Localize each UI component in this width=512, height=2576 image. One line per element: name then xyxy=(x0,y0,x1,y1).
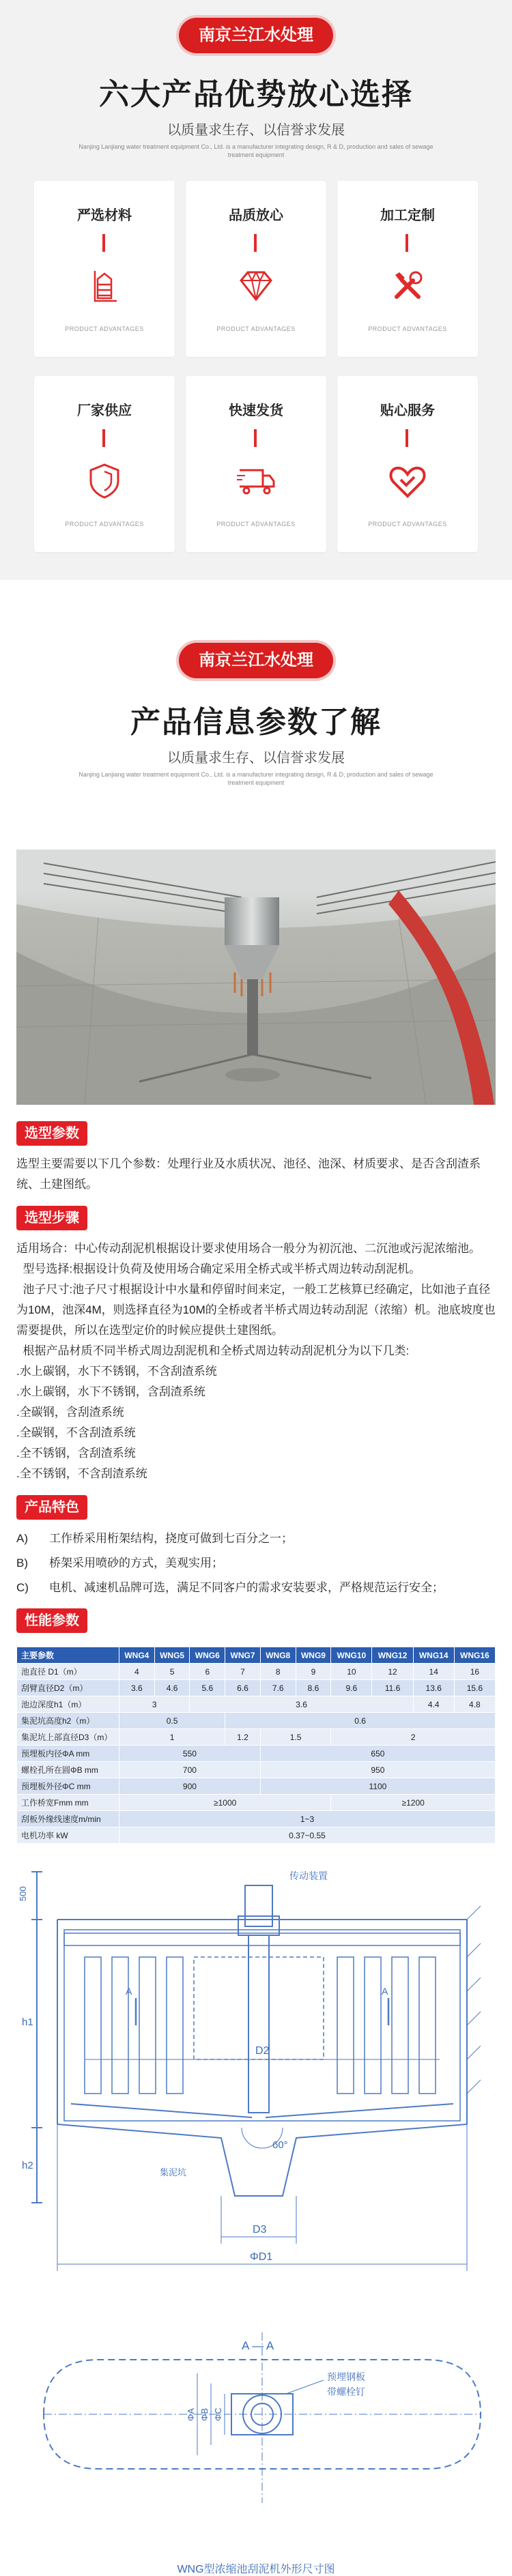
table-cell: 8 xyxy=(260,1664,296,1680)
table-cell: 7.6 xyxy=(260,1680,296,1696)
table-row xyxy=(17,1762,496,1778)
list-item: .全不锈钢，含刮渣系统 xyxy=(16,1447,136,1460)
advantage-card xyxy=(337,181,478,357)
row-label: 预埋板外径ΦC mm xyxy=(17,1778,119,1795)
row-label: 刮臂直径D2（m） xyxy=(17,1680,119,1696)
advantage-card xyxy=(34,376,175,552)
material-list xyxy=(16,1361,496,1484)
table-cell: 11.6 xyxy=(372,1680,413,1696)
heart-icon xyxy=(387,461,428,502)
card-title: 贴心服务 xyxy=(380,403,435,418)
diagram-label-h2: h2 xyxy=(22,2160,33,2171)
advantage-card xyxy=(34,181,175,357)
diagram-label-angle: 60° xyxy=(272,2139,288,2151)
feature-key: A) xyxy=(16,1532,28,1545)
feature-item xyxy=(16,1526,496,1551)
steps-pool-size: 池子尺寸:池子尺寸根据设计中水量和停留时间来定，一般工艺核算已经确定，比如池子直径为10M，池深4M，则选择直径为10M的全桥或者半桥式周边转动刮泥（浓缩）机。池底坡度也需要提供，所以在选型定价的时候应提供土建图纸。 xyxy=(16,1283,496,1337)
feature-text: 电机、减速机品牌可选，满足不同客户的需求安装要求，严格规范运行安全； xyxy=(49,1581,444,1594)
delivery-cart-icon xyxy=(236,461,276,502)
table-cell: 0.5 xyxy=(119,1713,225,1729)
table-header-cell: WNG4 xyxy=(119,1647,155,1664)
list-item: .水上碳钢，水下不锈钢，含刮渣系统 xyxy=(16,1385,205,1398)
card-title: 严选材料 xyxy=(77,208,132,223)
advantage-card xyxy=(186,181,326,357)
selection-steps-tag: 选型步骤 xyxy=(16,1206,87,1230)
table-cell: 1.2 xyxy=(225,1729,261,1746)
diagram-label-a-left: A xyxy=(126,1986,132,1997)
row-label: 集泥坑上部直径D3（m） xyxy=(17,1729,119,1746)
table-header-cell: WNG9 xyxy=(296,1647,331,1664)
diagram-label-500: 500 xyxy=(18,1886,28,1901)
table-cell: 16 xyxy=(454,1664,495,1680)
diagram-label-phiB: ΦB xyxy=(199,2407,210,2421)
card-footer: PRODUCT ADVANTAGES xyxy=(216,521,296,527)
table-cell: 900 xyxy=(119,1778,261,1795)
row-label: 螺栓孔所在圆ΦB mm xyxy=(17,1762,119,1778)
feature-key: B) xyxy=(16,1557,28,1569)
diagram-caption: WNG型浓缩池刮泥机外形尺寸图 xyxy=(177,2564,335,2575)
diagram-label-bolt: 带螺栓钉 xyxy=(327,2386,365,2397)
card-title: 加工定制 xyxy=(380,208,435,223)
table-cell: 650 xyxy=(260,1746,495,1762)
table-cell: 6 xyxy=(190,1664,225,1680)
brand-pill: 南京兰江水处理 xyxy=(179,643,333,678)
row-label: 集泥坑高度h2（m） xyxy=(17,1713,119,1729)
table-cell: 1~3 xyxy=(119,1811,496,1827)
table-cell: 10 xyxy=(331,1664,372,1680)
table-header-row xyxy=(17,1647,496,1664)
list-item: .全碳钢，含刮渣系统 xyxy=(16,1406,124,1419)
card-footer: PRODUCT ADVANTAGES xyxy=(368,325,447,332)
table-cell: 6.6 xyxy=(225,1680,261,1696)
table-header-cell: WNG10 xyxy=(331,1647,372,1664)
table-cell: 4.6 xyxy=(154,1680,190,1696)
table-row xyxy=(17,1827,496,1844)
advantages-title: 六大产品优势放心选择 xyxy=(99,78,413,111)
features-list xyxy=(16,1526,496,1600)
diagram-label-phiC: ΦC xyxy=(213,2407,223,2421)
card-footer: PRODUCT ADVANTAGES xyxy=(65,521,144,527)
table-header-cell: WNG5 xyxy=(154,1647,190,1664)
diagram-label-plate: 预埋钢板 xyxy=(327,2371,365,2382)
table-cell: 9 xyxy=(296,1664,331,1680)
table-cell: 0.6 xyxy=(225,1713,496,1729)
diagram-label-a-right: A xyxy=(382,1986,388,1997)
row-label: 工作桥宽Fmm mm xyxy=(17,1795,119,1811)
feature-key: C) xyxy=(16,1581,29,1594)
table-cell: ≥1200 xyxy=(331,1795,496,1811)
tools-icon xyxy=(387,265,428,306)
row-label: 电机功率 kW xyxy=(17,1827,119,1844)
table-cell: 15.6 xyxy=(454,1680,495,1696)
list-item: .水上碳钢，水下不锈钢，不含刮渣系统 xyxy=(16,1365,217,1378)
table-cell: 4 xyxy=(119,1664,155,1680)
diagram-label-h1: h1 xyxy=(22,2016,33,2028)
feature-text: 工作桥采用桁架结构，挠度可做到七百分之一； xyxy=(49,1532,293,1545)
table-cell: 3.6 xyxy=(119,1680,155,1696)
card-accent-bar xyxy=(254,429,257,447)
shield-icon xyxy=(84,461,125,502)
feature-item xyxy=(16,1576,496,1600)
card-accent-bar xyxy=(406,429,408,447)
steps-model: 型号选择:根据设计负荷及使用场合确定采用全桥式或半桥式周边转动刮泥机。 xyxy=(16,1262,421,1275)
table-header-cell: WNG12 xyxy=(372,1647,413,1664)
table-cell: 1.5 xyxy=(260,1729,330,1746)
performance-tag: 性能参数 xyxy=(16,1608,87,1633)
list-item: .全碳钢，不含刮渣系统 xyxy=(16,1426,136,1439)
table-header-cell: WNG7 xyxy=(225,1647,261,1664)
diagram-label-d2: D2 xyxy=(255,2045,270,2057)
performance-table xyxy=(16,1647,496,1844)
table-row xyxy=(17,1746,496,1762)
table-cell: 5 xyxy=(154,1664,190,1680)
advantages-subtitle: 以质量求生存、以信誉求发展 xyxy=(167,123,345,138)
row-label: 池直径 D1（m） xyxy=(17,1664,119,1680)
table-row xyxy=(17,1795,496,1811)
advantages-section xyxy=(0,0,512,580)
table-cell: 7 xyxy=(225,1664,261,1680)
selection-params-text: 选型主要需要以下几个参数：处理行业及水质状况、池径、池深、材质要求、是否含刮渣系统、土建图纸。 xyxy=(16,1157,481,1191)
clarifier-photo-illustration xyxy=(16,850,496,1105)
table-cell: 0.37~0.55 xyxy=(119,1827,496,1844)
table-cell: 3.6 xyxy=(190,1696,413,1713)
table-cell: 4.8 xyxy=(454,1696,495,1713)
advantages-en-note: Nanjing Lanjiang water treatment equipment Co., Ltd. is a manufacturer integrating design, R & D, production and sales of sewage treatment equipment xyxy=(79,143,433,158)
table-row xyxy=(17,1696,496,1713)
steps-material-intro: 根据产品材质不同半桥式周边刮泥机和全桥式周边转动刮泥机分为以下几类: xyxy=(16,1344,410,1357)
dimension-diagram xyxy=(16,1855,496,2576)
table-cell: 4.4 xyxy=(413,1696,454,1713)
features-tag: 产品特色 xyxy=(16,1495,87,1520)
table-cell: 1 xyxy=(119,1729,225,1746)
feature-text: 桥架采用喷砂的方式，美观实用； xyxy=(49,1557,223,1569)
card-footer: PRODUCT ADVANTAGES xyxy=(65,325,144,332)
card-title: 品质放心 xyxy=(229,208,283,223)
clarifier-dimension-drawing xyxy=(16,1855,496,2554)
product-info-subtitle: 以质量求生存、以信誉求发展 xyxy=(167,751,345,766)
table-header-cell: WNG8 xyxy=(260,1647,296,1664)
product-photo xyxy=(16,850,496,1105)
table-row xyxy=(17,1729,496,1746)
product-info-en-note: Nanjing Lanjiang water treatment equipment Co., Ltd. is a manufacturer integrating design, R & D, production and sales of sewage treatment equipment xyxy=(79,771,433,786)
table-row xyxy=(17,1664,496,1680)
card-title: 厂家供应 xyxy=(77,403,132,418)
table-cell: 8.6 xyxy=(296,1680,331,1696)
diagram-label-d3: D3 xyxy=(253,2224,267,2235)
table-cell: 14 xyxy=(413,1664,454,1680)
row-label: 刮板外缘线速度m/min xyxy=(17,1811,119,1827)
table-cell: 12 xyxy=(372,1664,413,1680)
table-header-cell: 主要参数 xyxy=(17,1647,119,1664)
card-accent-bar xyxy=(254,234,257,252)
product-info-header xyxy=(0,580,512,850)
card-title: 快速发货 xyxy=(229,403,283,418)
diamond-icon xyxy=(236,265,276,306)
card-accent-bar xyxy=(102,429,105,447)
table-row xyxy=(17,1713,496,1729)
card-footer: PRODUCT ADVANTAGES xyxy=(368,521,447,527)
diagram-label-d1: ΦD1 xyxy=(250,2251,273,2263)
table-header-cell: WNG6 xyxy=(190,1647,225,1664)
table-row xyxy=(17,1811,496,1827)
product-content xyxy=(16,1121,496,2576)
table-row xyxy=(17,1778,496,1795)
card-footer: PRODUCT ADVANTAGES xyxy=(216,325,296,332)
selection-params-tag: 选型参数 xyxy=(16,1121,87,1146)
product-info-title: 产品信息参数了解 xyxy=(130,706,382,739)
advantage-card xyxy=(337,376,478,552)
table-header-cell: WNG14 xyxy=(413,1647,454,1664)
table-cell: 9.6 xyxy=(331,1680,372,1696)
table-row xyxy=(17,1680,496,1696)
table-cell: 950 xyxy=(260,1762,495,1778)
table-cell: 1100 xyxy=(260,1778,495,1795)
table-cell: 700 xyxy=(119,1762,261,1778)
feature-item xyxy=(16,1551,496,1576)
diagram-label-phiA: ΦA xyxy=(186,2407,196,2421)
table-cell: 13.6 xyxy=(413,1680,454,1696)
advantage-cards xyxy=(0,181,512,552)
card-accent-bar xyxy=(102,234,105,252)
steps-application: 适用场合：中心传动刮泥机根据设计要求使用场合一般分为初沉池、二沉池或污泥浓缩池。 xyxy=(16,1242,481,1255)
diagram-label-pit: 集泥坑 xyxy=(160,2167,187,2177)
table-cell: 550 xyxy=(119,1746,261,1762)
material-stack-icon xyxy=(84,265,125,306)
row-label: 池边深度h1（m） xyxy=(17,1696,119,1713)
table-cell: 2 xyxy=(331,1729,496,1746)
advantage-card xyxy=(186,376,326,552)
table-cell: 5.6 xyxy=(190,1680,225,1696)
diagram-label-section: A — A xyxy=(242,2339,274,2352)
table-cell: 3 xyxy=(119,1696,190,1713)
card-accent-bar xyxy=(406,234,408,252)
row-label: 预埋板内径ΦA mm xyxy=(17,1746,119,1762)
list-item: .全不锈钢，不含刮渣系统 xyxy=(16,1467,147,1480)
brand-pill: 南京兰江水处理 xyxy=(179,18,333,53)
table-cell: ≥1000 xyxy=(119,1795,331,1811)
table-header-cell: WNG16 xyxy=(454,1647,495,1664)
diagram-label-drive: 传动装置 xyxy=(289,1870,328,1881)
